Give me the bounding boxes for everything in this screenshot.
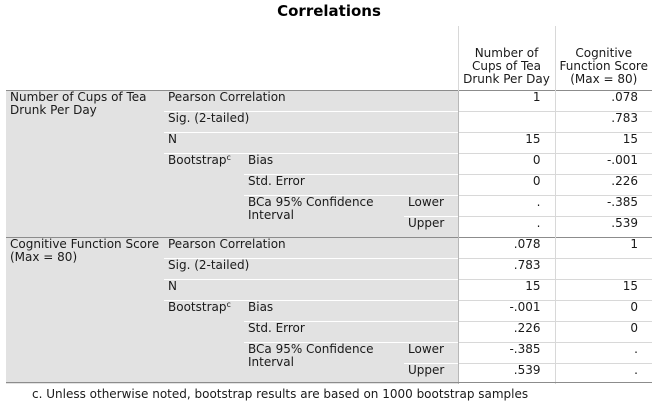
cell-value: .	[458, 195, 555, 216]
row-label-pearson: Pearson Correlation	[164, 90, 458, 111]
row-label-n: N	[164, 279, 458, 300]
cell-value: 0	[555, 300, 652, 321]
row-label-lower: Lower	[404, 195, 458, 216]
footnote: c. Unless otherwise noted, bootstrap results are based on 1000 bootstrap samples	[32, 387, 529, 401]
header-row	[6, 26, 652, 90]
row-label-sig: Sig. (2-tailed)	[164, 258, 458, 279]
cell-value	[458, 111, 555, 132]
row-label-n: N	[164, 132, 458, 153]
row-label-std-error: Std. Error	[244, 321, 458, 342]
cell-value: .	[555, 342, 652, 363]
footnote-marker: c	[226, 300, 231, 309]
cell-value: -.001	[458, 300, 555, 321]
row-label-std-error: Std. Error	[244, 174, 458, 195]
row-label-pearson: Pearson Correlation	[164, 237, 458, 258]
cell-value: .226	[458, 321, 555, 342]
cell-value: 15	[458, 132, 555, 153]
cell-value: .783	[458, 258, 555, 279]
cell-value: -.385	[458, 342, 555, 363]
cell-value: 0	[458, 174, 555, 195]
cell-value: -.385	[555, 195, 652, 216]
cell-value: .	[458, 216, 555, 237]
correlations-table	[6, 26, 652, 384]
row-label-bias: Bias	[244, 153, 458, 174]
cell-value: 0	[555, 321, 652, 342]
cell-value: 15	[555, 279, 652, 300]
cell-value: .539	[458, 363, 555, 384]
cell-value	[555, 258, 652, 279]
row-label-bias: Bias	[244, 300, 458, 321]
row-label-lower: Lower	[404, 342, 458, 363]
row-label-bootstrap: Bootstrap$^c$	[164, 153, 244, 237]
cell-value: .783	[555, 111, 652, 132]
row-group-label: Cognitive Function Score (Max = 80)	[6, 237, 164, 384]
row-label-upper: Upper	[404, 363, 458, 384]
cell-value: .078	[555, 90, 652, 111]
table-row	[6, 237, 652, 258]
table-bottom-rule	[6, 382, 652, 383]
row-label-bca: BCa 95% Confidence Interval	[244, 195, 404, 237]
row-label-upper: Upper	[404, 216, 458, 237]
cell-value: 0	[458, 153, 555, 174]
cell-value: .539	[555, 216, 652, 237]
cell-value: 1	[458, 90, 555, 111]
cell-value: 15	[458, 279, 555, 300]
row-label-bca: BCa 95% Confidence Interval	[244, 342, 404, 384]
cell-value: .226	[555, 174, 652, 195]
row-label-bootstrap: Bootstrap$^c$	[164, 300, 244, 384]
cell-value: .	[555, 363, 652, 384]
row-label-sig: Sig. (2-tailed)	[164, 111, 458, 132]
column-header-tea: Number of Cups of Tea Drunk Per Day	[458, 26, 555, 90]
table-title: Correlations	[277, 2, 381, 20]
table-row	[6, 90, 652, 111]
cell-value: 1	[555, 237, 652, 258]
footnote-marker: c	[226, 153, 231, 162]
column-header-cognitive: Cognitive Function Score (Max = 80)	[555, 26, 652, 90]
row-group-label: Number of Cups of Tea Drunk Per Day	[6, 90, 164, 237]
cell-value: .078	[458, 237, 555, 258]
cell-value: 15	[555, 132, 652, 153]
cell-value: -.001	[555, 153, 652, 174]
